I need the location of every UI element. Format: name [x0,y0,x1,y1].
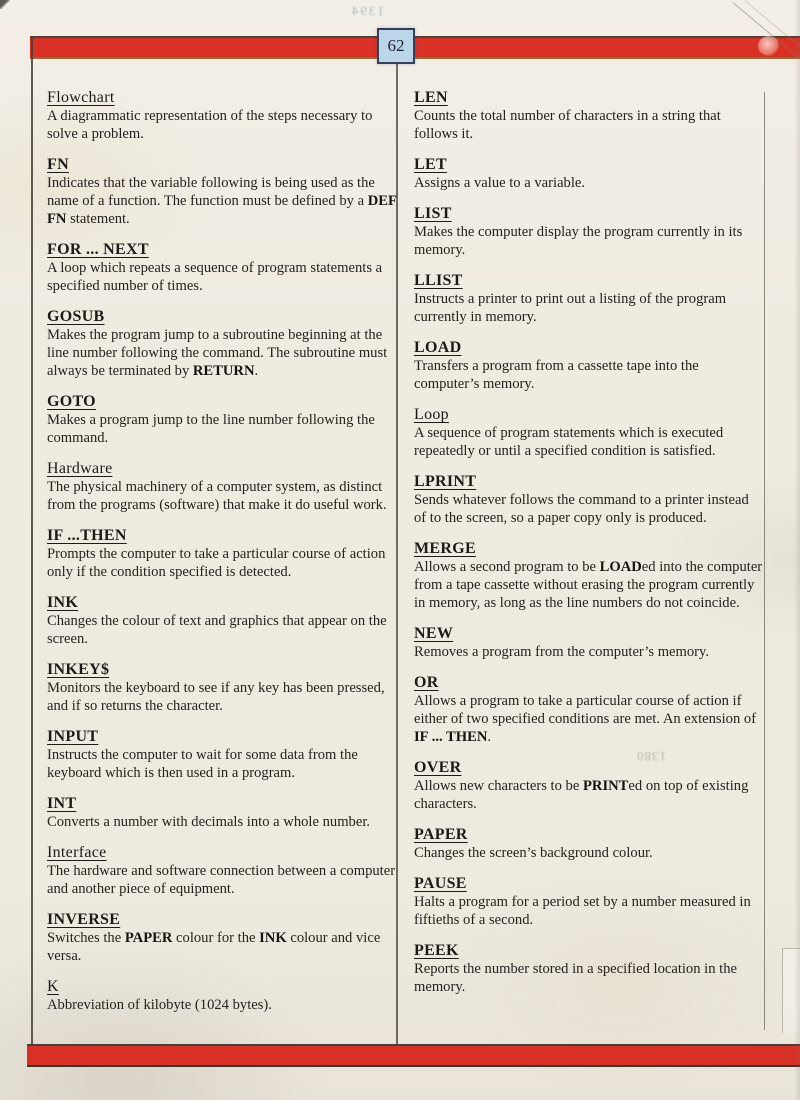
glossary-entry [47,794,399,831]
bleedthrough-text: 1380 [636,749,666,764]
glossary-entry [414,271,763,326]
corner-scan-mark [0,0,10,9]
glossary-entry [47,155,399,228]
glossary-term: PEEK [414,942,459,959]
glossary-term: LIST [414,205,452,222]
glossary-definition: The hardware and software connection between a computer and another piece of equipment. [47,863,396,897]
glossary-definition: Makes a program jump to the line number following the command. [47,412,375,446]
glossary-entry [47,240,399,295]
glossary-term: K [47,978,59,995]
glossary-entry [47,459,399,514]
glossary-term: OVER [414,759,462,776]
glossary-term: OR [414,674,439,691]
glossary-entry [47,843,399,898]
glossary-definition: Prompts the computer to take a particular course of action only if the condition specified is detected. [47,546,386,580]
glossary-entry [414,338,763,393]
glossary-term: NEW [414,625,454,642]
glossary-definition: Removes a program from the computer’s memory. [414,644,710,660]
glossary-definition: Instructs a printer to print out a listing of the program currently in memory. [414,291,727,325]
glossary-term: IF ...THEN [47,527,127,544]
glossary-column-right [414,88,763,1008]
glossary-definition: Reports the number stored in a specified location in the memory. [414,961,738,995]
glossary-term: Hardware [47,460,113,477]
glossary-entry [47,910,399,965]
glossary-term: LPRINT [414,473,477,490]
glossary-entry [414,88,763,143]
glossary-definition: Transfers a program from a cassette tape into the computer’s memory. [414,358,699,392]
page-number: 62 [387,36,405,55]
glossary-entry [47,392,399,447]
glossary-entry [414,472,763,527]
glossary-definition: Monitors the keyboard to see if any key has been pressed, and if so returns the character. [47,680,385,714]
glossary-term: Flowchart [47,89,115,106]
glossary-term: PAPER [414,826,468,843]
glossary-definition: Allows a second program to be LOADed into the computer from a tape cassette without erasing the program currently in memory, as long as the line numbers do not coincide. [414,559,763,611]
glossary-definition: Changes the colour of text and graphics that appear on the screen. [47,613,387,647]
page-number-box [377,28,415,64]
glossary-entry [414,825,763,862]
glossary-definition: A sequence of program statements which is executed repeatedly or until a specified condition is satisfied. [414,425,724,459]
glossary-definition: Makes the program jump to a subroutine beginning at the line number following the command. The subroutine must always be terminated by RETURN. [47,327,388,379]
right-frame-line [764,92,765,1030]
glossary-term: FN [47,156,69,173]
glossary-definition: Assigns a value to a variable. [414,175,586,191]
glossary-term: INT [47,795,77,812]
glossary-term: LOAD [414,339,462,356]
glossary-entry [47,307,399,380]
glossary-term: INPUT [47,728,99,745]
glossary-term: LLIST [414,272,463,289]
glossary-term: LET [414,156,447,173]
glossary-term: MERGE [414,540,476,557]
glossary-entry [47,88,399,143]
glossary-term: INKEY$ [47,661,110,678]
glossary-term: INVERSE [47,911,121,928]
glossary-entry [414,155,763,192]
glossary-entry [47,593,399,648]
glossary-entry [414,673,763,746]
glossary-entry [47,727,399,782]
glossary-definition: Indicates that the variable following is being used as the name of a function. The function must be defined by a DEF FN statement. [47,175,397,227]
paper-edge-shadow [794,0,800,1100]
glossary-definition: Converts a number with decimals into a whole number. [47,814,371,830]
glossary-entry [47,660,399,715]
glossary-entry [414,624,763,661]
left-frame-line [31,38,33,1046]
glossary-definition: Changes the screen’s background colour. [414,845,653,861]
glossary-entry [47,526,399,581]
glossary-definition: The physical machinery of a computer system, as distinct from the programs (software) that make it do useful work. [47,479,387,513]
bottom-red-bar [27,1044,800,1067]
glossary-definition: Abbreviation of kilobyte (1024 bytes). [47,997,272,1013]
glossary-entry [414,204,763,259]
glossary-term: GOSUB [47,308,105,325]
glossary-column-left [47,88,399,1026]
glossary-definition: A loop which repeats a sequence of program statements a specified number of times. [47,260,383,294]
top-red-bar [30,36,800,59]
glossary-definition: A diagrammatic representation of the steps necessary to solve a problem. [47,108,373,142]
glossary-entry [414,405,763,460]
glossary-term: LEN [414,89,448,106]
glossary-definition: Counts the total number of characters in a string that follows it. [414,108,721,142]
glossary-entry [414,874,763,929]
glossary-term: GOTO [47,393,96,410]
glossary-entry [414,758,763,813]
glossary-term: Interface [47,844,107,861]
glossary-entry [414,941,763,996]
glossary-definition: Sends whatever follows the command to a printer instead of to the screen, so a paper copy only is produced. [414,492,749,526]
glossary-term: PAUSE [414,875,467,892]
glossary-definition: Halts a program for a period set by a number measured in fiftieths of a second. [414,894,751,928]
glossary-term: Loop [414,406,449,423]
glossary-definition: Instructs the computer to wait for some data from the keyboard which is then used in a program. [47,747,358,781]
glossary-definition: Switches the PAPER colour for the INK colour and vice versa. [47,930,381,964]
glossary-term: INK [47,594,79,611]
glossary-definition: Allows new characters to be PRINTed on top of existing characters. [414,778,749,812]
bleedthrough-text: 1394 [350,3,384,18]
glossary-term: FOR ... NEXT [47,241,149,258]
glossary-definition: Makes the computer display the program currently in its memory. [414,224,743,258]
glossary-definition: Allows a program to take a particular course of action if either of two specified conditions are met. An extension of IF ... THEN. [414,693,757,745]
glue-spot [758,36,779,56]
glossary-entry [47,977,399,1014]
glossary-entry [414,539,763,612]
